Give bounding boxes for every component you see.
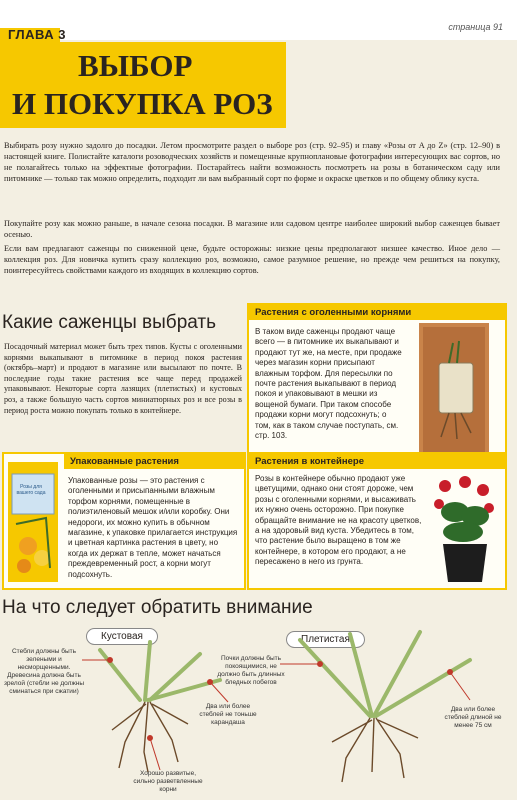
caption-buds: Почки должны быть покоящимися, не должно быть длинных бледных побегов bbox=[217, 655, 285, 686]
box-container-title: Растения в контейнере bbox=[249, 454, 505, 469]
box-packed-title: Упакованные растения bbox=[64, 454, 244, 469]
section-which-text: Посадочный материал может быть трех типов. Кусты с оголенными корнями выкапывают в питомнике в период покоя растения (октябрь–март) и продают в магазине или высылают по почте. В последние годы такие растения все чаще перед продажей упаковывают. Некоторые сорта лазящих (плетистых) и кустовых роз, а также большую часть сортов миниатюрных роз и все розы в период роста можно покупать только в контейнере. bbox=[4, 342, 242, 415]
intro-paragraph-2: Покупайте розу как можно раньше, в начале сезона посадки. В магазине или садовом центре наиболее широкий выбор саженцев бывает осенью. bbox=[4, 219, 500, 239]
caption-roots: Хорошо развитые, сильно разветвленные корни bbox=[133, 770, 203, 793]
bare-root-rose-illustration bbox=[409, 323, 501, 461]
box-bare-roots bbox=[247, 303, 507, 467]
package-label: Розы для вашего сада bbox=[16, 484, 46, 496]
section-heading-attention: На что следует обратить внимание bbox=[2, 597, 313, 618]
label-climbing: Плетистая bbox=[286, 631, 365, 648]
intro-paragraph-3: Если вам предлагают саженцы по сниженной цене, будьте осторожны: низкие цены предполагают низшее качество. Иное дело — коллекция роз. Для новичка купить сразу коллекцию роз, возможно, самое разумное решение, но прежде чем решиться на покупку, поинтересуйтесь свойствами каждого из входящих в коллекцию сортов. bbox=[4, 244, 500, 275]
caption-two-stems: Два или более стеблей не тоньше карандаша bbox=[199, 703, 257, 726]
page-number: страница 91 bbox=[448, 22, 503, 32]
caption-two-long-stems: Два или более стеблей длиной не менее 75 см bbox=[444, 706, 502, 729]
box-bare-title: Растения с оголенными корнями bbox=[249, 305, 505, 320]
intro-paragraph-1: Выбирать розу нужно задолго до посадки. Летом просмотрите раздел о выборе роз (стр. 92–95) и главу «Розы от A до Z» (стр. 12–90) в настоящей книге. Полистайте каталоги розоводческих хозяйств и помещенные крупноплановые фотографии интересующих вас сортов, но не полагайтесь только на эффектные фотографии. Постарайтесь найти возможность посмотреть на розы в ботаническом саду или питомнике — только так можно определить, подходит ли вам выбранный сорт по форме и окраске цветков и по общему облику куста. bbox=[4, 141, 500, 183]
caption-stems: Стебли должны быть зелеными и несморщенными. Древесина должна быть зрелой (стебли не должны сминаться при сжатии) bbox=[3, 648, 85, 695]
chapter-label: ГЛАВА 3 bbox=[8, 27, 67, 42]
header-bar bbox=[0, 0, 517, 40]
container-rose-illustration bbox=[425, 472, 503, 584]
packed-rose-illustration bbox=[6, 454, 64, 584]
label-bush: Кустовая bbox=[86, 628, 158, 645]
box-packed-plants bbox=[2, 452, 246, 590]
box-packed-text: Упакованные розы — это растения с оголенными и присыпанными влажным торфом корнями, помещенные в полиэтиленовый мешок и/или коробку. Они недороги, их можно купить в обычном магазине, к упаковке прилагается инструкция и цветная картинка растения в цвету, но когда их держат в тепле, может начаться преждевременный рост, а корни могут подсохнуть. bbox=[68, 476, 238, 579]
box-container-text: Розы в контейнере обычно продают уже цветущими, однако они стоят дороже, чем розы с оголенными корнями, и высаживать их нужно очень осторожно. При покупке обращайте внимание не на красоту цветков, а на здоровый вид куста. Убедитесь в том, что растение было выращено в том же контейнере, в котором его продают, а не пересажено в него из грунта. bbox=[255, 474, 422, 567]
box-container-plants bbox=[247, 452, 507, 590]
section-heading-which: Какие саженцы выбрать bbox=[2, 312, 217, 333]
box-bare-text: В таком виде саженцы продают чаще всего — в питомнике их выкапывают и продают тут же, на месте, при продаже через магазин корни присыпают влажным торфом. Для пересылки по почте растения выкапывают в период покоя и упаковывают в мешки из вощеной бумаги. При таком способе продажи корни могут подсохнуть; о том, как в таком случае поступать, см. стр. 103. bbox=[255, 327, 402, 441]
page-title-line2: И ПОКУПКА РОЗ bbox=[12, 86, 273, 121]
page-title-line1: ВЫБОР bbox=[78, 48, 193, 83]
